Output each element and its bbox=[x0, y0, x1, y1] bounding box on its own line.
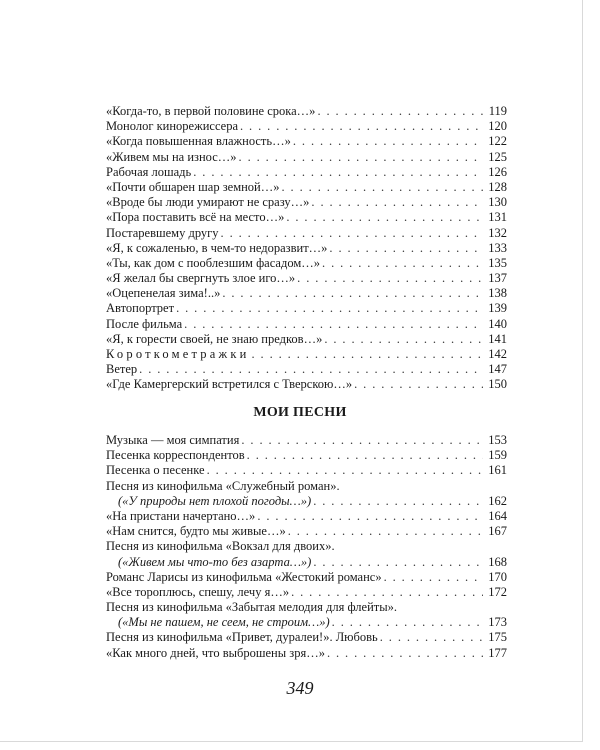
dot-leader bbox=[329, 241, 483, 256]
dot-leader bbox=[291, 585, 483, 600]
toc-page: 150 bbox=[488, 377, 507, 392]
table-of-contents-songs bbox=[106, 433, 507, 661]
dot-leader bbox=[207, 463, 483, 478]
dot-leader bbox=[184, 317, 483, 332]
dot-leader bbox=[247, 448, 483, 463]
toc-row bbox=[106, 180, 507, 195]
toc-row bbox=[106, 347, 507, 362]
toc-title: («У природы нет плохой погоды…») bbox=[118, 493, 312, 508]
toc-title: Песня из кинофильма «Вокзал для двоих». bbox=[106, 539, 335, 554]
toc-page: 138 bbox=[488, 286, 507, 301]
toc-row bbox=[106, 463, 507, 478]
dot-leader bbox=[139, 362, 483, 377]
dot-leader bbox=[297, 271, 483, 286]
toc-row bbox=[106, 317, 507, 332]
toc-title: «Как много дней, что выброшены зря…» bbox=[106, 645, 325, 660]
toc-row bbox=[106, 433, 507, 448]
dot-leader bbox=[257, 509, 483, 524]
toc-row bbox=[106, 362, 507, 377]
toc-row bbox=[106, 448, 507, 463]
dot-leader bbox=[286, 210, 483, 225]
dot-leader bbox=[282, 180, 484, 195]
toc-title: «Пора поставить всё на место…» bbox=[106, 210, 285, 225]
toc-title: «Когда повышенная влажность…» bbox=[106, 134, 291, 149]
toc-row bbox=[106, 539, 507, 554]
dot-leader bbox=[239, 150, 483, 165]
toc-row bbox=[106, 600, 507, 615]
toc-title: Ветер bbox=[106, 362, 138, 377]
dot-leader bbox=[293, 134, 483, 149]
toc-title: Постаревшему другу bbox=[106, 225, 219, 240]
toc-page: 130 bbox=[488, 195, 507, 210]
toc-title: Рабочая лошадь bbox=[106, 164, 192, 179]
toc-row bbox=[106, 119, 507, 134]
toc-page: 142 bbox=[488, 347, 507, 361]
dot-leader bbox=[384, 570, 483, 585]
toc-row bbox=[106, 494, 507, 509]
toc-title: («Живем мы что-то без азарта…») bbox=[118, 554, 312, 569]
toc-title: Короткометражки bbox=[106, 347, 250, 361]
toc-page: 175 bbox=[488, 630, 507, 645]
toc-page: 125 bbox=[488, 149, 507, 164]
toc-row bbox=[106, 630, 507, 645]
toc-title: Песенка корреспондентов bbox=[106, 448, 245, 463]
toc-row bbox=[106, 585, 507, 600]
toc-title: «Где Камергерский встретился с Тверскою…» bbox=[106, 377, 353, 392]
toc-row bbox=[106, 210, 507, 225]
toc-page: 162 bbox=[488, 493, 507, 508]
toc-page: 172 bbox=[488, 584, 507, 599]
toc-page: 137 bbox=[488, 271, 507, 286]
toc-page: 119 bbox=[488, 104, 507, 118]
dot-leader bbox=[313, 555, 483, 570]
toc-title: «На пристани начертано…» bbox=[106, 508, 256, 523]
toc-title: «Почти обшарен шар земной…» bbox=[106, 179, 280, 194]
dot-leader bbox=[327, 646, 483, 661]
toc-title: «Я желал бы свергнуть злое иго…» bbox=[106, 271, 296, 286]
dot-leader bbox=[313, 494, 483, 509]
toc-row bbox=[106, 134, 507, 149]
toc-page: 132 bbox=[488, 225, 507, 240]
toc-row bbox=[106, 301, 507, 316]
toc-page: 168 bbox=[488, 554, 507, 569]
toc-page: 139 bbox=[488, 301, 507, 316]
toc-row bbox=[106, 332, 507, 347]
toc-title: После фильма bbox=[106, 316, 183, 331]
dot-leader bbox=[324, 332, 483, 347]
toc-title: («Мы не пашем, не сеем, не строим…») bbox=[118, 615, 330, 630]
toc-page: 140 bbox=[488, 316, 507, 331]
dot-leader bbox=[193, 165, 483, 180]
toc-title: «Нам снится, будто мы живые…» bbox=[106, 524, 286, 539]
toc-title: «Когда-то, в первой половине срока…» bbox=[106, 104, 316, 118]
toc-title: «Оцепенелая зима!..» bbox=[106, 286, 221, 301]
toc-title: Романс Ларисы из кинофильма «Жестокий романс» bbox=[106, 569, 382, 584]
toc-page: 122 bbox=[488, 134, 507, 149]
dot-leader bbox=[322, 256, 483, 271]
toc-page: 170 bbox=[488, 569, 507, 584]
toc-row bbox=[106, 150, 507, 165]
toc-page: 128 bbox=[488, 179, 507, 194]
toc-title: «Я, к горести своей, не знаю предков…» bbox=[106, 331, 323, 346]
toc-page: 173 bbox=[488, 615, 507, 630]
toc-page: 126 bbox=[488, 164, 507, 179]
toc-page: 167 bbox=[488, 524, 507, 539]
toc-page: 161 bbox=[488, 463, 507, 478]
toc-title: «Вроде бы люди умирают не сразу…» bbox=[106, 195, 310, 210]
toc-title: «Я, к сожаленью, в чем-то недоразвит…» bbox=[106, 240, 328, 255]
toc-row bbox=[106, 241, 507, 256]
toc-page: 177 bbox=[488, 645, 507, 660]
toc-row bbox=[106, 271, 507, 286]
toc-row bbox=[106, 570, 507, 585]
toc-title: «Ты, как дом с пооблезшим фасадом…» bbox=[106, 255, 321, 270]
toc-page: 147 bbox=[488, 362, 507, 377]
toc-title: «Живем мы на износ…» bbox=[106, 149, 237, 164]
toc-page: 120 bbox=[488, 119, 507, 134]
toc-row bbox=[106, 377, 507, 392]
toc-title: Песня из кинофильма «Привет, дуралеи!». Любовь bbox=[106, 630, 378, 645]
toc-page: 164 bbox=[488, 508, 507, 523]
toc-row bbox=[106, 286, 507, 301]
table-of-contents bbox=[106, 104, 507, 393]
dot-leader bbox=[354, 377, 483, 392]
toc-row bbox=[106, 555, 507, 570]
toc-page: 153 bbox=[488, 433, 507, 447]
toc-row bbox=[106, 646, 507, 661]
toc-row bbox=[106, 226, 507, 241]
toc-row bbox=[106, 195, 507, 210]
toc-page: 133 bbox=[488, 240, 507, 255]
toc-page: 141 bbox=[488, 331, 507, 346]
dot-leader bbox=[317, 104, 483, 119]
toc-row bbox=[106, 104, 507, 119]
toc-row bbox=[106, 509, 507, 524]
toc-title: Монолог кинорежиссера bbox=[106, 119, 238, 134]
dot-leader bbox=[240, 119, 483, 134]
dot-leader bbox=[380, 630, 483, 645]
toc-page: 131 bbox=[488, 210, 507, 225]
toc-row bbox=[106, 615, 507, 630]
dot-leader bbox=[241, 433, 483, 448]
dot-leader bbox=[176, 301, 483, 316]
toc-row bbox=[106, 524, 507, 539]
page-number: 349 bbox=[286, 678, 314, 698]
toc-title: «Все тороплюсь, спешу, лечу я…» bbox=[106, 584, 290, 599]
toc-page: 159 bbox=[488, 448, 507, 463]
dot-leader bbox=[332, 615, 483, 630]
toc-row bbox=[106, 165, 507, 180]
dot-leader bbox=[251, 347, 483, 362]
toc-row bbox=[106, 256, 507, 271]
dot-leader bbox=[288, 524, 483, 539]
toc-row bbox=[106, 479, 507, 494]
toc-title: Автопортрет bbox=[106, 301, 175, 316]
dot-leader bbox=[221, 226, 483, 241]
dot-leader bbox=[222, 286, 483, 301]
section-heading: МОИ ПЕСНИ bbox=[253, 405, 347, 420]
toc-title: Песня из кинофильма «Забытая мелодия для флейты». bbox=[106, 600, 398, 615]
toc-page: 135 bbox=[488, 255, 507, 270]
toc-title: Песня из кинофильма «Служебный роман». bbox=[106, 478, 340, 493]
toc-title: Музыка — моя симпатия bbox=[106, 433, 240, 447]
toc-title: Песенка о песенке bbox=[106, 463, 205, 478]
dot-leader bbox=[311, 195, 483, 210]
